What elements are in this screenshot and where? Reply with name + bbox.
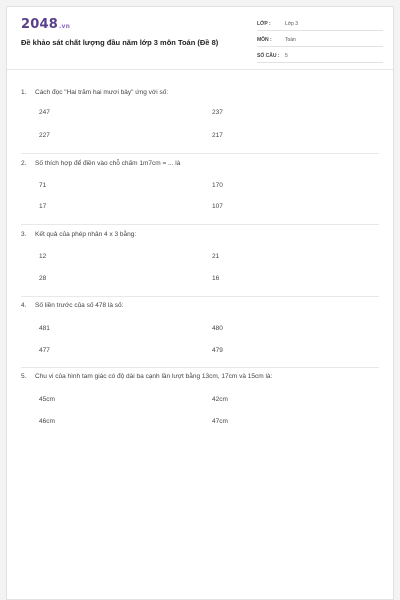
site-logo[interactable] [21, 17, 70, 32]
meta-panel [257, 17, 383, 65]
option-d[interactable]: 16 [212, 275, 220, 282]
divider [21, 367, 379, 368]
question-text: 3. Kết quả của phép nhân 4 x 3 bằng: [21, 231, 137, 238]
option-b[interactable]: 42cm [212, 396, 228, 403]
option-d[interactable]: 217 [212, 132, 223, 139]
option-d[interactable]: 107 [212, 203, 223, 210]
option-d[interactable]: 479 [212, 347, 223, 354]
header [7, 7, 393, 70]
option-c[interactable]: 17 [39, 203, 47, 210]
meta-value: 5 [285, 52, 288, 59]
meta-row-count [257, 49, 383, 63]
meta-label: SỐ CÂU : [257, 52, 280, 59]
question-text: 5. Chu vi của hình tam giác có độ dài ba cạnh lần lượt bằng 13cm, 17cm và 15cm là: [21, 373, 273, 380]
meta-value: Lớp 3 [285, 20, 299, 27]
meta-label: MÔN : [257, 36, 272, 43]
divider [21, 224, 379, 225]
meta-row-grade [257, 17, 383, 31]
option-d[interactable]: 47cm [212, 418, 228, 425]
option-c[interactable]: 227 [39, 132, 50, 139]
meta-row-subject [257, 33, 383, 47]
question-text: 2. Số thích hợp để điền vào chỗ chấm 1m7cm = ... là [21, 160, 181, 167]
option-a[interactable]: 247 [39, 109, 50, 116]
meta-value: Toán [285, 36, 296, 43]
option-c[interactable]: 477 [39, 347, 50, 354]
worksheet [6, 6, 394, 600]
question-text: 4. Số liền trước của số 478 là số: [21, 302, 124, 309]
option-a[interactable]: 71 [39, 182, 47, 189]
divider [21, 153, 379, 154]
question-text: 1. Cách đọc "Hai trăm hai mươi bảy" ứng với số: [21, 89, 169, 96]
option-b[interactable]: 237 [212, 109, 223, 116]
option-c[interactable]: 46cm [39, 418, 55, 425]
option-c[interactable]: 28 [39, 275, 47, 282]
option-a[interactable]: 12 [39, 253, 47, 260]
option-b[interactable]: 21 [212, 253, 220, 260]
option-a[interactable]: 45cm [39, 396, 55, 403]
divider [21, 296, 379, 297]
option-b[interactable]: 170 [212, 182, 223, 189]
option-b[interactable]: 480 [212, 325, 223, 332]
logo-text: 2048 [21, 17, 58, 32]
meta-label: LỚP : [257, 20, 271, 27]
logo-suffix: .vn [58, 23, 71, 30]
option-a[interactable]: 481 [39, 325, 50, 332]
page-title: Đề khảo sát chất lượng đầu năm lớp 3 môn Toán (Đề 8) [21, 38, 219, 47]
